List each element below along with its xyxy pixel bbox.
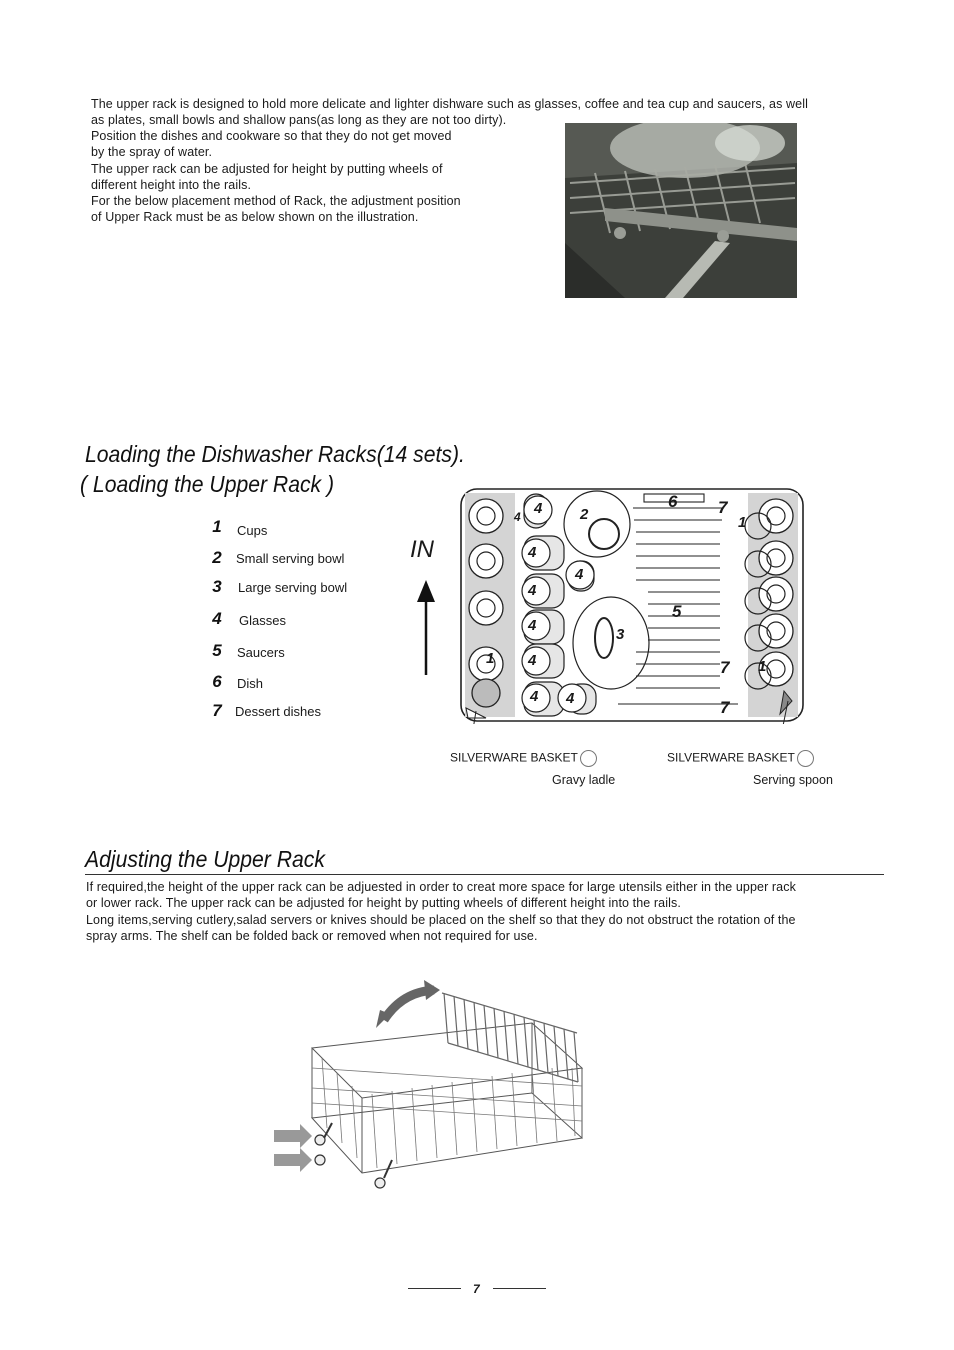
upper-rack-photo-art xyxy=(565,123,797,298)
section-divider xyxy=(85,874,884,875)
rack-number: 4 xyxy=(528,652,537,669)
rack-number: 2 xyxy=(580,506,589,523)
rack-number: 1 xyxy=(738,514,747,531)
intro-line: For the below placement method of Rack, the adjustment position xyxy=(91,194,461,209)
rack-number: 4 xyxy=(528,544,537,561)
adjust-line: or lower rack. The upper rack can be adjusted for height by putting wheels of different height into the rails. xyxy=(86,896,681,911)
rack-number-labels xyxy=(458,486,806,724)
rack-number: 3 xyxy=(616,626,625,643)
legend-label: Dessert dishes xyxy=(235,704,321,719)
legend-label: Glasses xyxy=(239,613,286,628)
silverware-basket-left xyxy=(450,750,597,767)
upper-rack-photo xyxy=(565,123,797,298)
rack-adjustment-illustration xyxy=(272,978,590,1193)
legend-number: 5 xyxy=(212,641,222,660)
adjust-line: Long items,serving cutlery,salad servers or knives should be placed on the shelf so that they do not obstruct the rotation of the xyxy=(86,912,796,927)
in-label: IN xyxy=(410,536,434,563)
rack-number: 7 xyxy=(720,658,730,677)
legend-number: 1 xyxy=(212,517,222,536)
intro-line: as plates, small bowls and shallow pans(as long as they are not too dirty). xyxy=(91,113,507,128)
rack-number: 6 xyxy=(668,492,678,511)
intro-line: of Upper Rack must be as below shown on the illustration. xyxy=(91,210,419,225)
silverware-basket-right xyxy=(667,750,814,767)
legend-label: Dish xyxy=(237,676,264,691)
silverware-basket-left-label: SILVERWARE BASKET xyxy=(450,750,578,765)
rack-number: 4 xyxy=(528,617,537,634)
intro-line: by the spray of water. xyxy=(91,145,213,160)
footer-rule-left xyxy=(408,1288,461,1289)
adjust-line: spray arms. The shelf can be folded back or removed when not required for use. xyxy=(86,928,538,943)
rack-number: 1 xyxy=(758,658,767,675)
intro-line: The upper rack can be adjusted for height by putting wheels of xyxy=(91,161,443,176)
circle-icon xyxy=(580,750,597,767)
legend-number: 2 xyxy=(212,548,222,567)
legend-label: Small serving bowl xyxy=(236,551,345,566)
rack-number: 1 xyxy=(486,650,495,667)
adjust-line: If required,the height of the upper rack can be adjuested in order to creat more space for large utensils either in the upper rack xyxy=(86,880,796,894)
legend-label: Saucers xyxy=(237,645,285,660)
adjust-text xyxy=(86,879,881,944)
legend-label: Large serving bowl xyxy=(238,580,348,595)
intro-line: different height into the rails. xyxy=(91,177,252,192)
legend-label: Cups xyxy=(237,523,268,538)
legend-number: 6 xyxy=(212,672,222,691)
legend-number: 7 xyxy=(212,701,222,720)
rack-number: 4 xyxy=(514,510,521,524)
silverware-basket-right-label: SILVERWARE BASKET xyxy=(667,750,795,765)
legend-number: 3 xyxy=(212,577,222,596)
loading-subtitle: ( Loading the Upper Rack ) xyxy=(80,471,335,497)
intro-text-narrow xyxy=(91,128,551,226)
intro-line: Position the dishes and cookware so that they do not get moved xyxy=(91,129,452,143)
rack-number: 7 xyxy=(718,498,728,517)
page-number: 7 xyxy=(473,1282,480,1296)
legend xyxy=(205,515,375,725)
in-arrow-icon xyxy=(414,580,438,676)
gravy-ladle-label: Gravy ladle xyxy=(552,773,616,787)
serving-spoon-label: Serving spoon xyxy=(753,773,833,787)
rack-number: 4 xyxy=(534,500,543,517)
loading-title: Loading the Dishwasher Racks(14 sets). xyxy=(85,441,465,467)
rack-number: 4 xyxy=(530,688,539,705)
adjust-title: Adjusting the Upper Rack xyxy=(85,846,325,872)
rack-number: 5 xyxy=(672,602,682,621)
rack-number: 4 xyxy=(566,690,575,707)
footer-rule-right xyxy=(493,1288,546,1289)
legend-number: 4 xyxy=(212,609,222,628)
rack-number: 7 xyxy=(720,698,730,717)
rack-number: 4 xyxy=(575,566,584,583)
rack-number: 4 xyxy=(528,582,537,599)
circle-icon xyxy=(797,750,814,767)
intro-line: The upper rack is designed to hold more delicate and lighter dishware such as glasses, coffee and tea cup and saucers, as well xyxy=(91,97,808,111)
